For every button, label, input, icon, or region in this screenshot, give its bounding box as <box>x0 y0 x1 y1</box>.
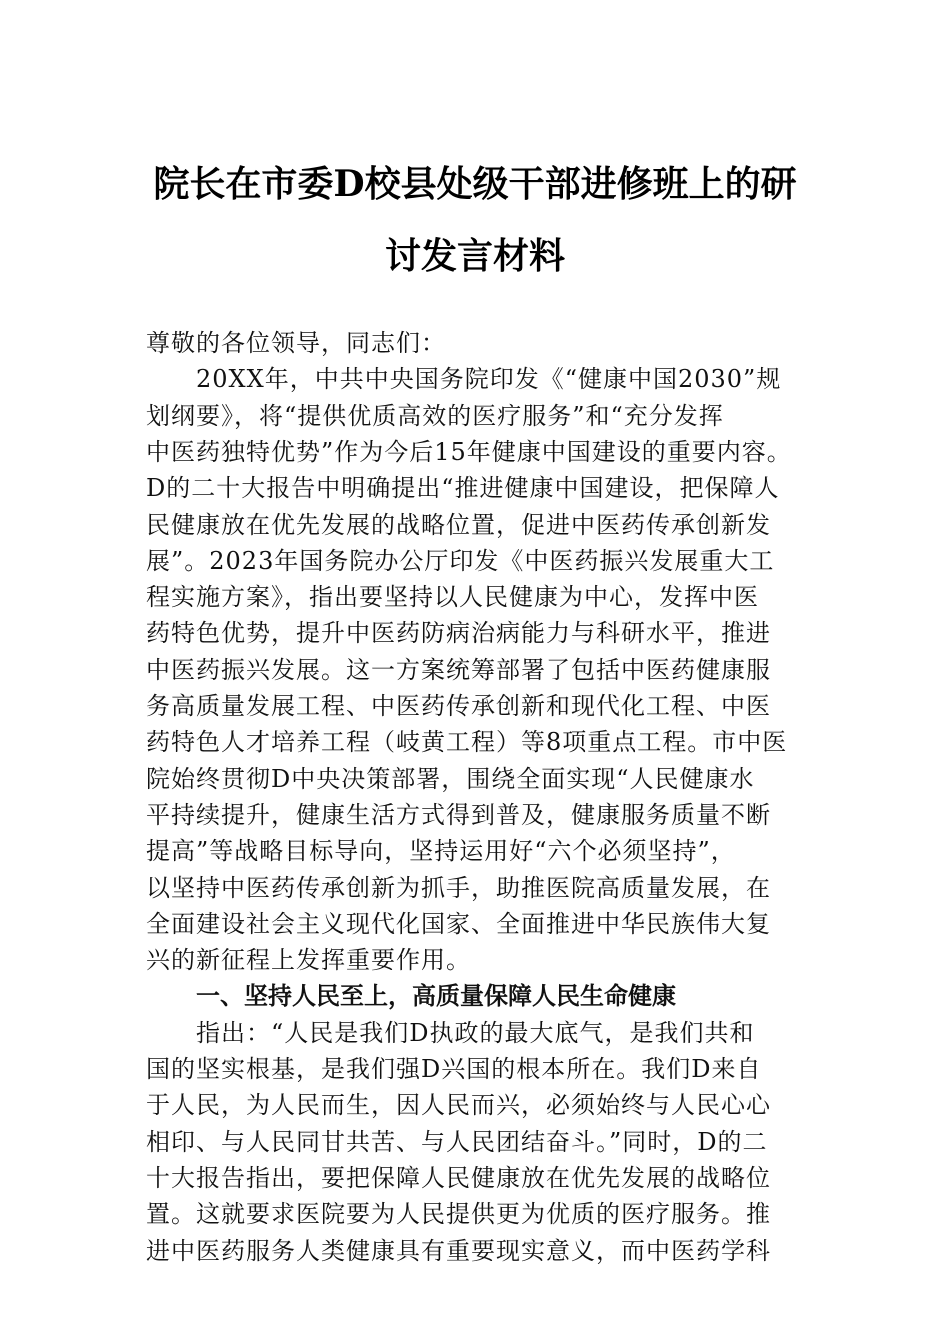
paragraph-line: 尊敬的各位领导，同志们： <box>146 329 446 357</box>
paragraph-line: 于人民，为人民而生，因人民而兴，必须始终与人民心心 <box>146 1091 771 1119</box>
paragraph-line: 药特色优势，提升中医药防病治病能力与科研水平，推进 <box>146 619 771 647</box>
paragraph-line: 相印、与人民同甘共苦、与人民团结奋斗。”同时，D的二 <box>146 1128 768 1156</box>
paragraph-line: 院始终贯彻D中央决策部署，围绕全面实现“人民健康水 <box>146 765 755 793</box>
paragraph-line: 药特色人才培养工程（岐黄工程）等8项重点工程。市中医 <box>146 728 788 756</box>
paragraph-line: 提高”等战略目标导向，坚持运用好“六个必须坚持”， <box>146 837 736 865</box>
section-heading: 一、坚持人民至上，高质量保障人民生命健康 <box>196 982 676 1010</box>
paragraph-line: 指出：“人民是我们D执政的最大底气，是我们共和 <box>196 1019 755 1047</box>
paragraph-line: 中医药振兴发展。这一方案统筹部署了包括中医药健康服 <box>146 656 771 684</box>
paragraph-line: 全面建设社会主义现代化国家、全面推进中华民族伟大复 <box>146 910 771 938</box>
paragraph-line: 国的坚实根基，是我们强D兴国的根本所在。我们D来自 <box>146 1055 762 1083</box>
paragraph-line: 划纲要》，将“提供优质高效的医疗服务”和“充分发挥 <box>146 402 724 430</box>
paragraph-line: 兴的新征程上发挥重要作用。 <box>146 946 471 974</box>
paragraph-line: 20XX年，中共中央国务院印发《“健康中国2030”规 <box>196 365 782 393</box>
paragraph-line: 平持续提升，健康生活方式得到普及，健康服务质量不断 <box>146 801 771 829</box>
paragraph-line: D的二十大报告中明确提出“推进健康中国建设，把保障人 <box>146 474 780 502</box>
paragraph-line: 务高质量发展工程、中医药传承创新和现代化工程、中医 <box>146 692 771 720</box>
paragraph-line: 民健康放在优先发展的战略位置，促进中医药传承创新发 <box>146 511 771 539</box>
paragraph-line: 十大报告指出，要把保障人民健康放在优先发展的战略位 <box>146 1164 771 1192</box>
paragraph-line: 进中医药服务人类健康具有重要现实意义，而中医药学科 <box>146 1237 771 1265</box>
paragraph-line: 置。这就要求医院要为人民提供更为优质的医疗服务。推 <box>146 1200 771 1228</box>
paragraph-line: 中医药独特优势”作为今后15年健康中国建设的重要内容。 <box>146 438 792 466</box>
paragraph-line: 程实施方案》，指出要坚持以人民健康为中心，发挥中医 <box>146 583 759 611</box>
document-title-line-2: 讨发言材料 <box>384 235 565 277</box>
document-title-line-1: 院长在市委D校县处级干部进修班上的研 <box>153 163 797 205</box>
paragraph-line: 以坚持中医药传承创新为抓手，助推医院高质量发展，在 <box>146 874 771 902</box>
paragraph-line: 展”。2023年国务院办公厅印发《中医药振兴发展重大工 <box>146 547 775 575</box>
